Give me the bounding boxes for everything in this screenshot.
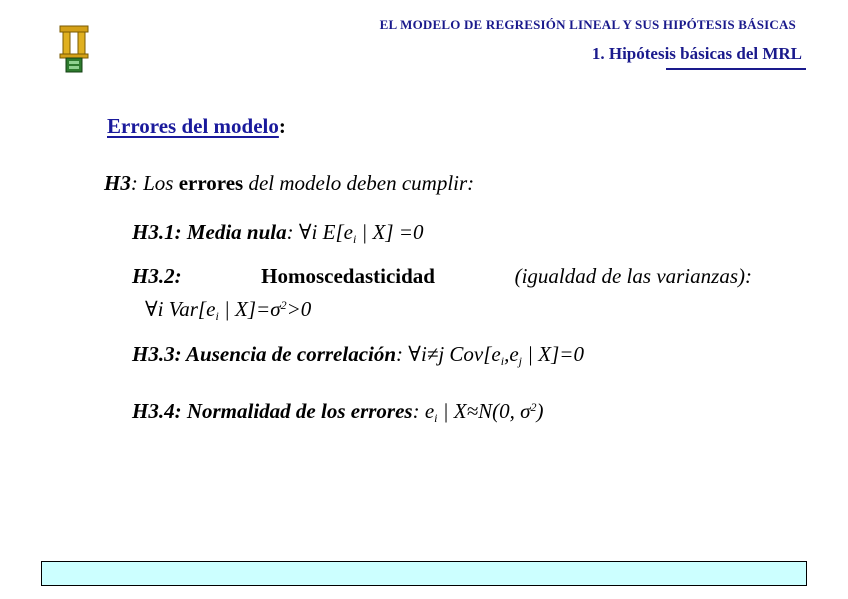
h32-l2-sub: i [215,309,219,323]
h32-l2-pre: ∀i Var[e [145,297,216,321]
hypothesis-h34 [132,399,543,426]
h34-end: ) [536,399,544,423]
h32-label: H3.2: [132,264,182,288]
h3-pre: : Los [130,171,179,195]
header-underline [666,68,806,70]
h34-sub: i [434,411,438,425]
h32-l2-end: >0 [286,297,312,321]
h34-tail: : e [412,399,435,423]
hypothesis-h33 [132,342,584,369]
h34-sup: 2 [530,400,537,414]
h33-mid: ,e [504,342,519,366]
h31-tail: : ∀i E[e [286,220,353,244]
section-title-text: Errores del modelo [107,114,279,138]
header-title: 1. Hipótesis básicas del MRL [591,44,802,63]
h33-tail: : ∀i≠j Cov[e [396,342,501,366]
h32-paren: (igualdad de las varianzas): [514,264,752,288]
h33-end: | X]=0 [522,342,584,366]
h31-sub: i [352,232,357,246]
h33-sub2: j [518,354,522,368]
h3-post: del modelo deben cumplir: [243,171,475,195]
h33-sub1: i [500,354,505,368]
footer-bar [41,561,807,586]
hypothesis-h3 [104,171,474,196]
hypothesis-h32-line2 [145,297,311,324]
h32-l2-mid: | X]=σ [218,297,281,321]
h32-bold: Homoscedasticidad [261,264,435,288]
h3-bold: errores [178,171,244,195]
h3-label: H3 [104,171,131,195]
hypothesis-h31 [132,220,423,247]
h34-mid: | X≈N(0, σ [437,399,531,423]
header-subtitle: EL MODELO DE REGRESIÓN LINEAL Y SUS HIPÓTESIS BÁSICAS [379,17,796,32]
section-title-colon: : [278,114,286,138]
h31-end: | X] =0 [356,220,424,244]
hypothesis-h32 [132,264,752,289]
h31-label: H3.1: Media nula [132,220,287,244]
section-title [107,114,286,139]
h34-label: H3.4: Normalidad de los errores [132,399,413,423]
h33-label: H3.3: Ausencia de correlación [132,342,397,366]
h32-l2-sup: 2 [280,298,287,312]
university-logo [58,24,90,74]
